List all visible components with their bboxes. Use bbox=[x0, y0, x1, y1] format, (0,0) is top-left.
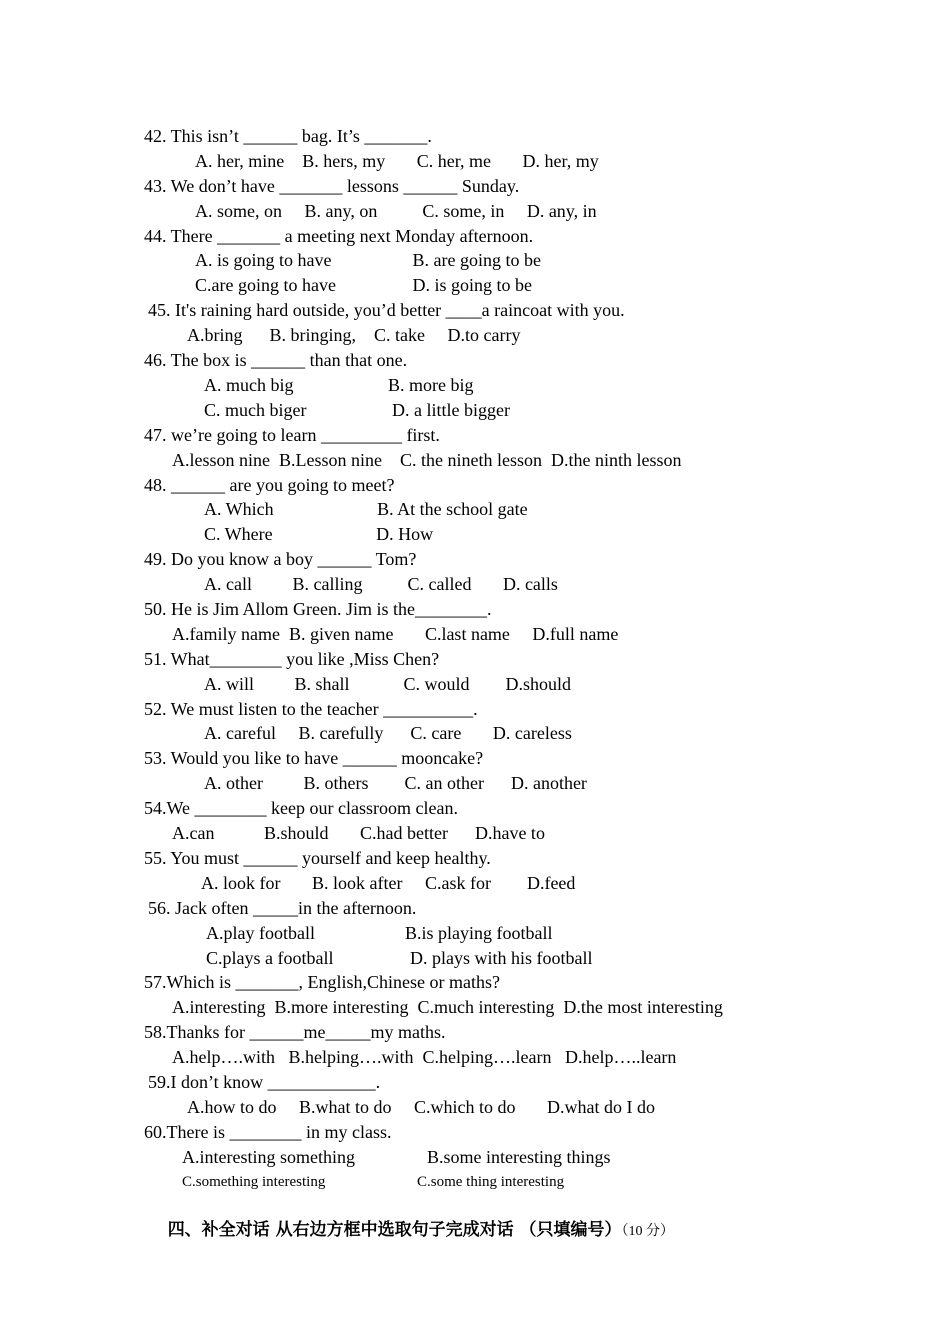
options-42: A. her, mine B. hers, my C. her, me D. her, my bbox=[195, 151, 599, 171]
options-55: A. look for B. look after C.ask for D.feed bbox=[201, 873, 576, 893]
question-52: 52. We must listen to the teacher __________. bbox=[144, 699, 478, 719]
question-53: 53. Would you like to have ______ mooncake? bbox=[144, 748, 484, 768]
options-50: A.family name B. given name C.last name D.full name bbox=[172, 624, 619, 644]
question-58: 58.Thanks for ______me_____my maths. bbox=[144, 1022, 446, 1042]
options-48-cd: C. Where D. How bbox=[204, 524, 434, 544]
options-58: A.help….with B.helping….with C.helping….learn D.help…..learn bbox=[172, 1047, 677, 1067]
options-46-cd: C. much biger D. a little bigger bbox=[204, 400, 510, 420]
options-44-ab: A. is going to have B. are going to be bbox=[195, 250, 541, 270]
question-45: 45. It's raining hard outside, you’d better ____a raincoat with you. bbox=[148, 300, 625, 320]
options-48-ab: A. Which B. At the school gate bbox=[204, 499, 528, 519]
options-49: A. call B. calling C. called D. calls bbox=[204, 574, 558, 594]
question-56: 56. Jack often _____in the afternoon. bbox=[148, 898, 417, 918]
options-52: A. careful B. carefully C. care D. careless bbox=[204, 723, 572, 743]
options-46-ab: A. much big B. more big bbox=[204, 375, 474, 395]
question-49: 49. Do you know a boy ______ Tom? bbox=[144, 549, 417, 569]
question-60: 60.There is ________ in my class. bbox=[144, 1122, 392, 1142]
question-59: 59.I don’t know ____________. bbox=[148, 1072, 381, 1092]
options-47: A.lesson nine B.Lesson nine C. the nineth lesson D.the ninth lesson bbox=[172, 450, 682, 470]
options-56-cd: C.plays a football D. plays with his football bbox=[206, 948, 593, 968]
question-42: 42. This isn’t ______ bag. It’s _______. bbox=[144, 126, 432, 146]
options-43: A. some, on B. any, on C. some, in D. any, in bbox=[195, 201, 597, 221]
section-4-title: 四、补全对话 从右边方框中选取句子完成对话 （只填编号） bbox=[167, 1220, 622, 1240]
question-57: 57.Which is _______, English,Chinese or maths? bbox=[144, 972, 500, 992]
options-56-ab: A.play football B.is playing football bbox=[206, 923, 553, 943]
options-44-cd: C.are going to have D. is going to be bbox=[195, 275, 532, 295]
question-46: 46. The box is ______ than that one. bbox=[144, 350, 408, 370]
section-4-heading bbox=[144, 1194, 675, 1240]
question-43: 43. We don’t have _______ lessons ______ Sunday. bbox=[144, 176, 520, 196]
options-60-ab: A.interesting something B.some interesting things bbox=[182, 1147, 611, 1167]
options-45: A.bring B. bringing, C. take D.to carry bbox=[187, 325, 521, 345]
question-47: 47. we’re going to learn _________ first. bbox=[144, 425, 440, 445]
options-53: A. other B. others C. an other D. another bbox=[204, 773, 587, 793]
question-44: 44. There _______ a meeting next Monday afternoon. bbox=[144, 226, 534, 246]
options-60-c: C.something interesting bbox=[182, 1174, 326, 1190]
question-51: 51. What________ you like ,Miss Chen? bbox=[144, 649, 440, 669]
question-54: 54.We ________ keep our classroom clean. bbox=[144, 798, 458, 818]
section-4-score: （10 分） bbox=[621, 1224, 675, 1239]
question-50: 50. He is Jim Allom Green. Jim is the________. bbox=[144, 599, 492, 619]
options-51: A. will B. shall C. would D.should bbox=[204, 674, 572, 694]
options-54: A.can B.should C.had better D.have to bbox=[172, 823, 545, 843]
question-55: 55. You must ______ yourself and keep healthy. bbox=[144, 848, 491, 868]
question-48: 48. ______ are you going to meet? bbox=[144, 475, 395, 495]
options-59: A.how to do B.what to do C.which to do D.what do I do bbox=[187, 1097, 655, 1117]
options-60-d: C.some thing interesting bbox=[417, 1174, 565, 1190]
options-57: A.interesting B.more interesting C.much interesting D.the most interesting bbox=[172, 997, 723, 1017]
